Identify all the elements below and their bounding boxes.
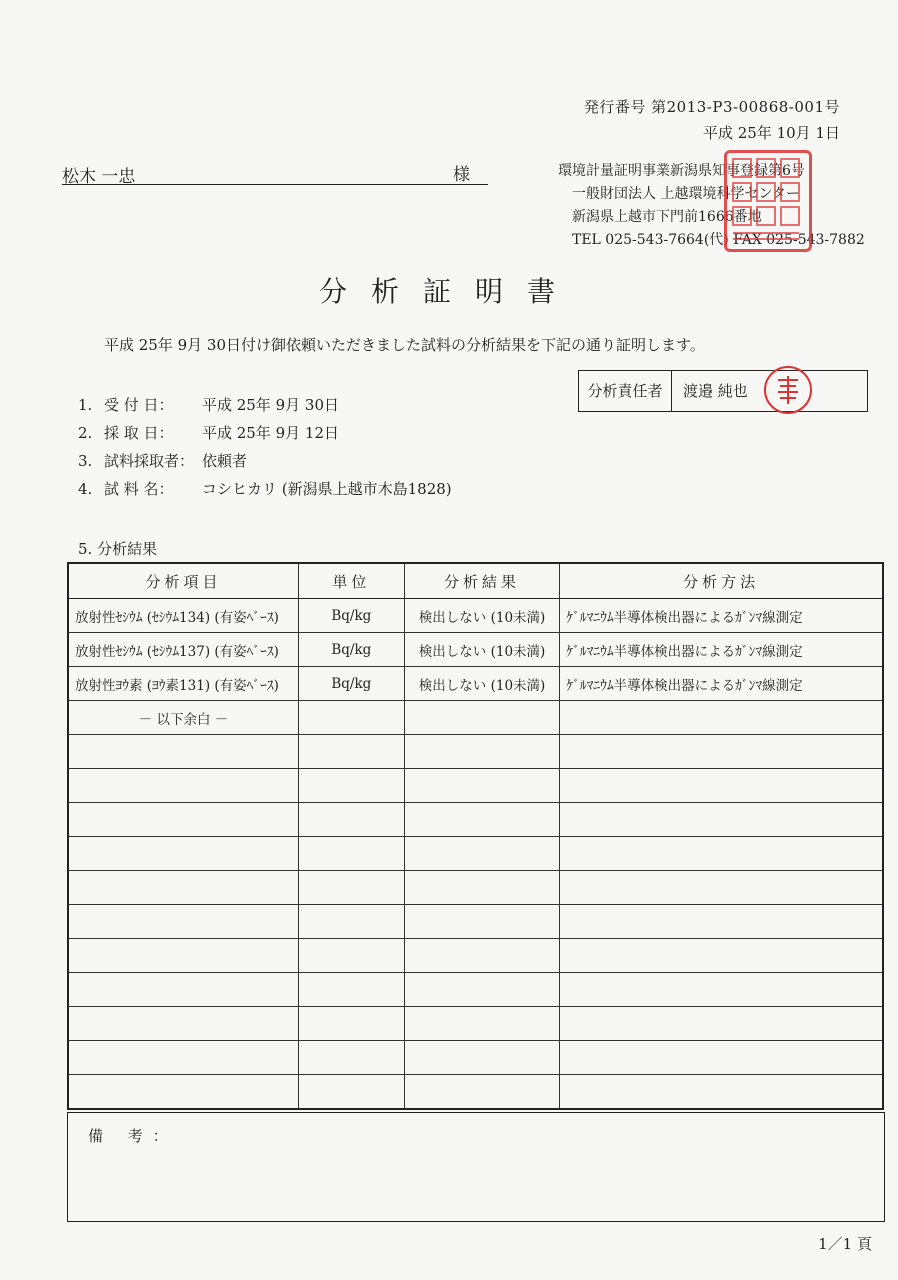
recipient-honorific: 様 (453, 165, 470, 185)
table-row-empty (68, 769, 883, 803)
document-title: 分析証明書 (318, 275, 579, 308)
table-row: 放射性ﾖｳ素 (ﾖｳ素131) (有姿ﾍﾞｰｽ) Bq/kg 検出しない (10未満) ｹﾞﾙﾏﾆｳﾑ半導体検出器によるｶﾞﾝﾏ線測定 (68, 667, 883, 701)
certification-statement: 平成 25年 9月 30日付け御依頼いただきました試料の分析結果を下記の通り証明します。 (104, 336, 705, 354)
table-row-empty (68, 905, 883, 939)
table-row-empty (68, 973, 883, 1007)
responsible-label: 分析責任者 (579, 371, 672, 411)
info-sample-name: 4. 試 料 名： コシヒカリ (新潟県上越市木島1828) (78, 480, 452, 498)
table-row-empty (68, 1041, 883, 1075)
recipient-line (62, 158, 488, 185)
table-header-row (68, 563, 883, 599)
table-row: 放射性ｾｼｳﾑ (ｾｼｳﾑ137) (有姿ﾍﾞｰｽ) Bq/kg 検出しない (10未満) ｹﾞﾙﾏﾆｳﾑ半導体検出器によるｶﾞﾝﾏ線測定 (68, 633, 883, 667)
header-method: 分析方法 (560, 563, 883, 599)
table-row-empty (68, 837, 883, 871)
table-row-empty (68, 803, 883, 837)
info-sampling-date: 2. 採 取 日： 平成 25年 9月 12日 (78, 424, 340, 442)
header-item: 分析項目 (68, 563, 298, 599)
organization-seal-icon (724, 150, 812, 252)
table-row: － 以下余白 － (68, 701, 883, 735)
issuer-phone: TEL 025-543-7664(代) FAX 025-543-7882 (572, 232, 865, 248)
responsible-box (578, 370, 868, 412)
info-sampler: 3. 試料採取者： 依頼者 (78, 452, 248, 470)
remarks-box (67, 1112, 885, 1222)
issuer-block (558, 160, 865, 252)
issue-date: 平成 25年 10月 1日 (702, 124, 840, 142)
responsible-name: 渡邉 純也 (683, 382, 748, 400)
table-row-empty (68, 735, 883, 769)
header-unit: 単位 (298, 563, 404, 599)
issuer-organization: 一般財団法人 上越環境科学センター (572, 186, 800, 202)
recipient-name: 松木 一忠 (62, 167, 136, 187)
page-number: 1／1 頁 (818, 1235, 872, 1253)
issuer-address: 新潟県上越市下門前1666番地 (572, 209, 762, 225)
issuer-registration: 環境計量証明事業新潟県知事登録第6号 (558, 163, 805, 179)
remarks-label: 備 考： (88, 1127, 178, 1145)
header-result: 分析結果 (404, 563, 560, 599)
results-table (67, 562, 884, 1110)
table-row-empty (68, 1075, 883, 1110)
personal-seal-icon (764, 366, 812, 414)
document-number: 発行番号 第2013-P3-00868-001号 (583, 98, 840, 116)
table-row: 放射性ｾｼｳﾑ (ｾｼｳﾑ134) (有姿ﾍﾞｰｽ) Bq/kg 検出しない (10未満) ｹﾞﾙﾏﾆｳﾑ半導体検出器によるｶﾞﾝﾏ線測定 (68, 599, 883, 633)
results-heading: 5. 分析結果 (78, 540, 158, 558)
table-row-empty (68, 939, 883, 973)
table-row-empty (68, 871, 883, 905)
table-row-empty (68, 1007, 883, 1041)
info-received-date: 1. 受 付 日： 平成 25年 9月 30日 (78, 396, 340, 414)
